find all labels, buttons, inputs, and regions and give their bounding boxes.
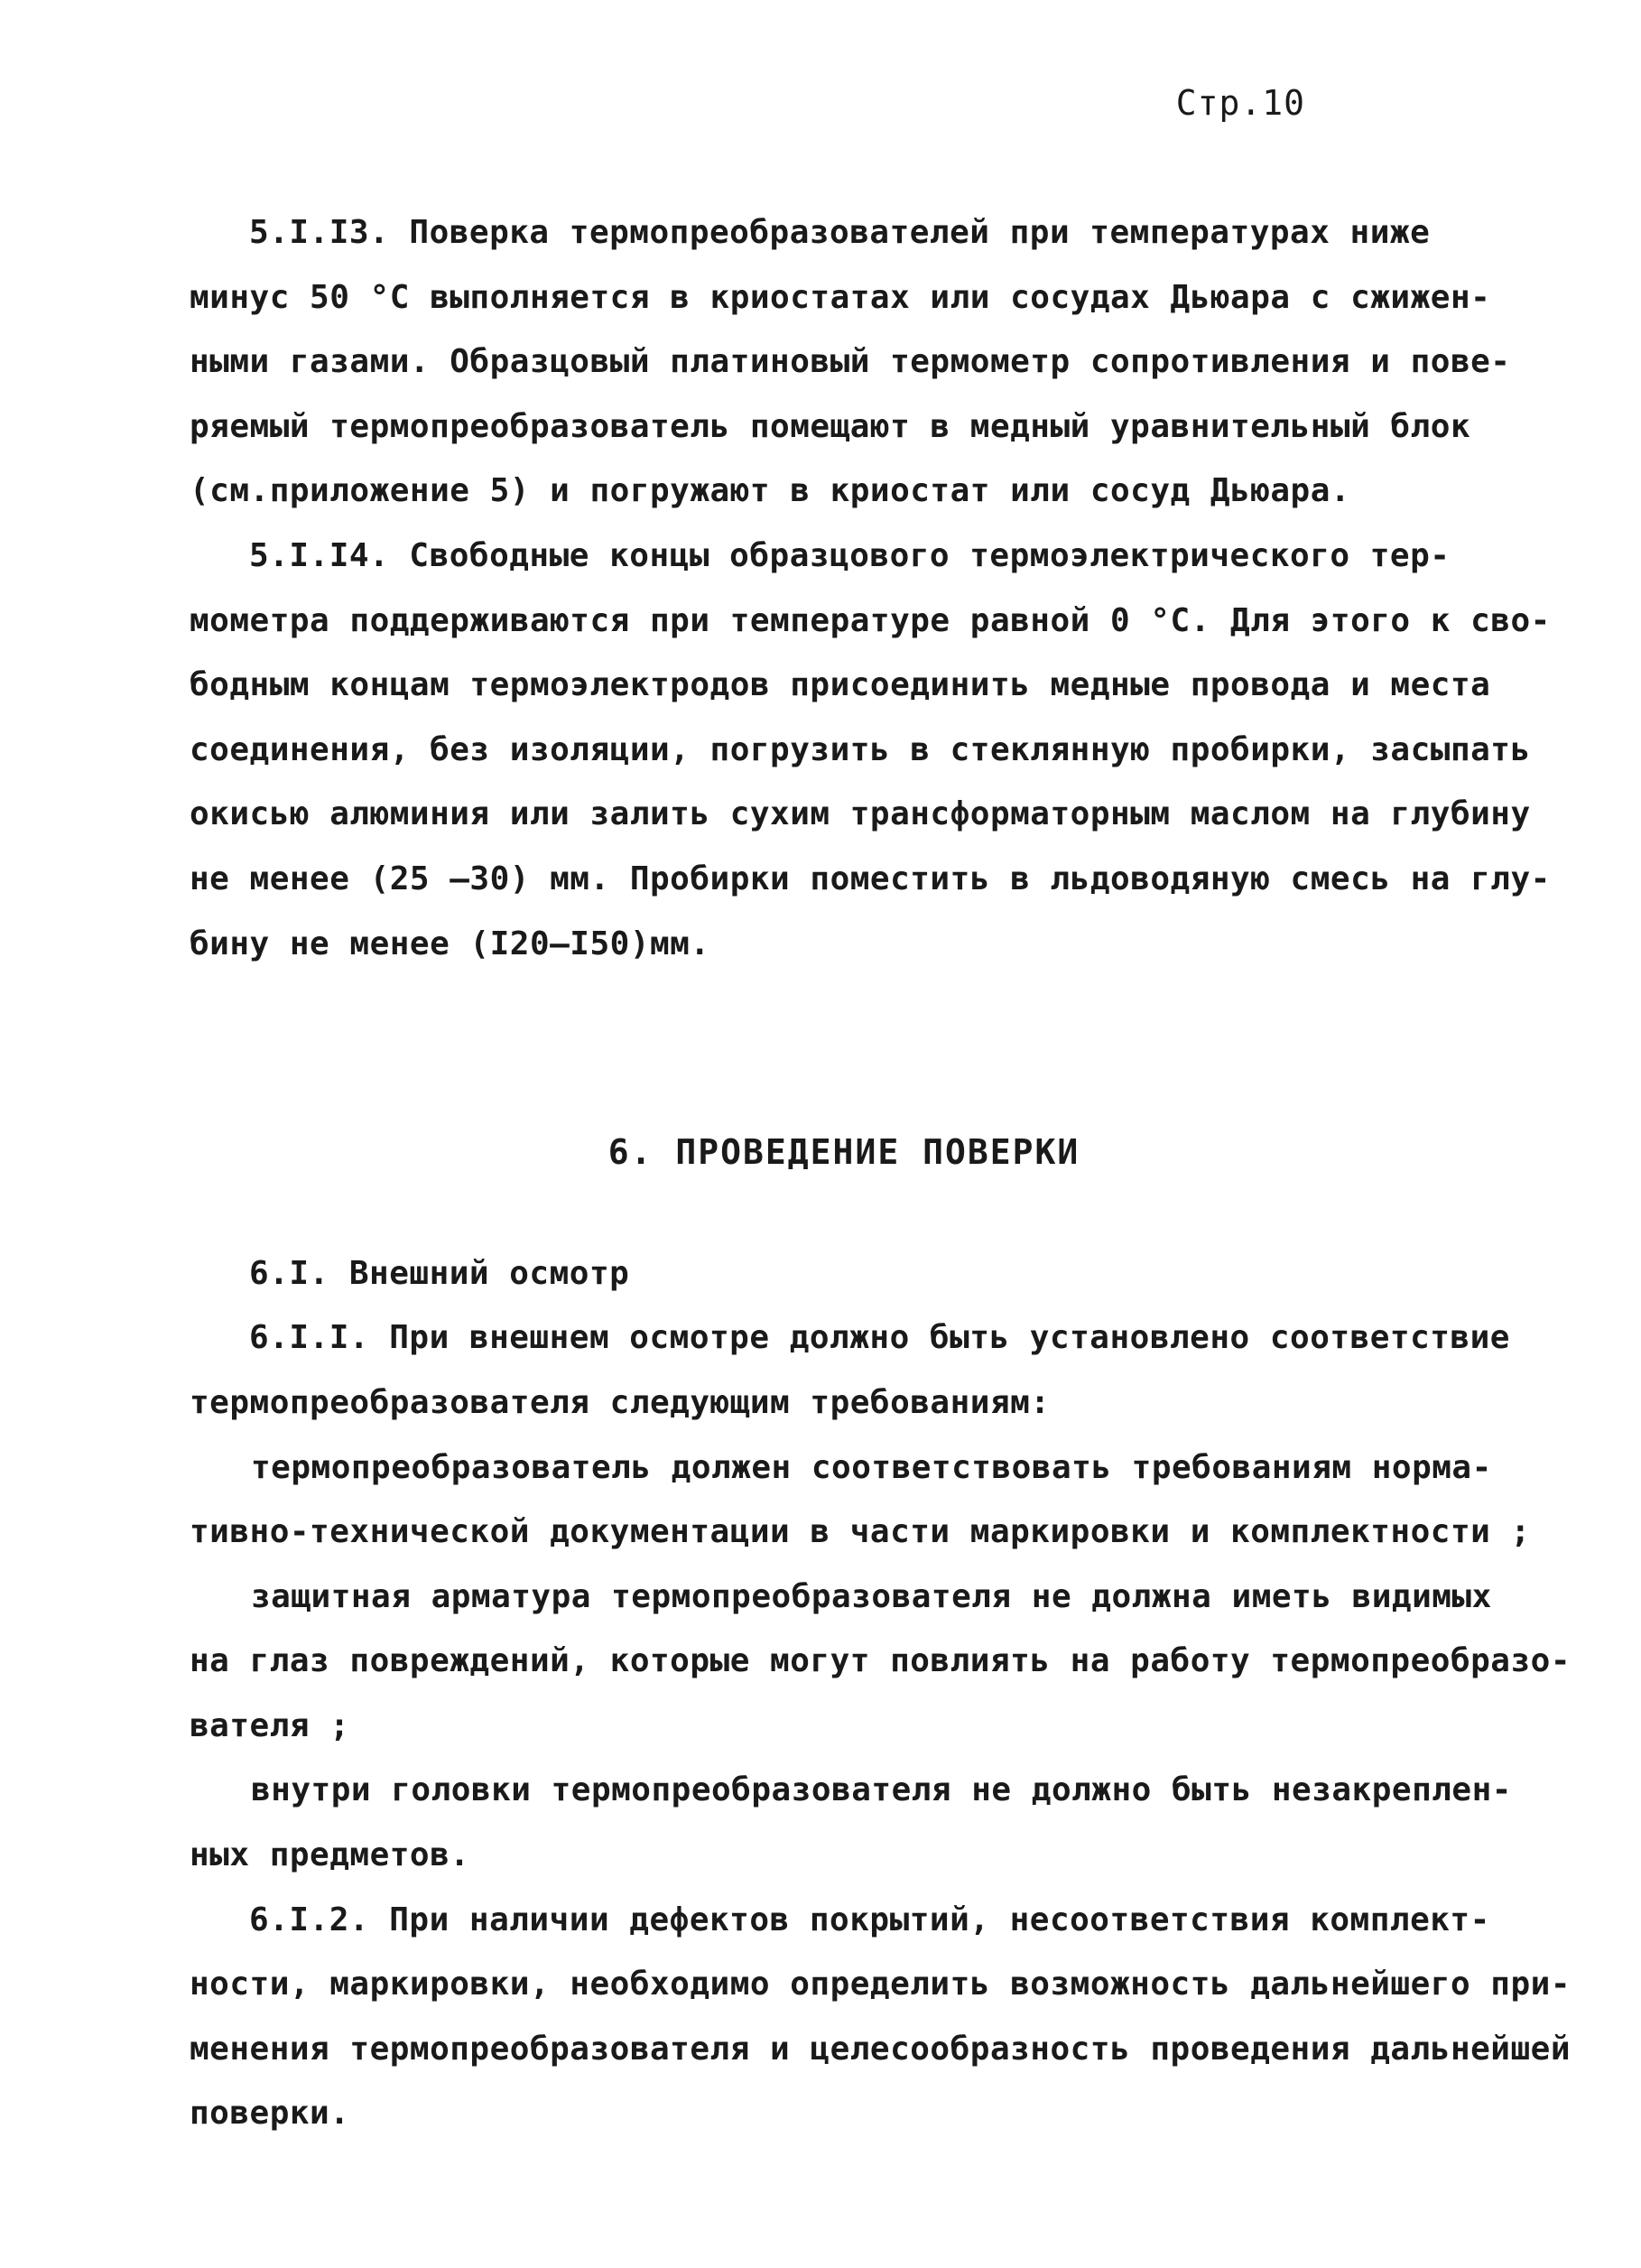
paragraph-line: 5.I.I3. Поверка термопреобразователей при температурах ниже [249, 214, 1431, 251]
paragraph-line: внутри головки термопреобразователя не должно быть незакреплен- [251, 1771, 1512, 1809]
paragraph-line: ными газами. Образцовый платиновый термометр сопротивления и пове- [190, 343, 1511, 381]
subsection-heading: 6.I. Внешний осмотр [249, 1254, 630, 1292]
paragraph-line: вателя ; [190, 1706, 350, 1744]
paragraph-line: минус 50 °С выполняется в криостатах или сосудах Дьюара с сжижен- [190, 278, 1491, 316]
paragraph-line: 5.I.I4. Свободные концы образцового термоэлектрического тер- [249, 536, 1451, 574]
requirement-item [190, 1758, 1544, 1887]
paragraph-line: ных предметов. [190, 1836, 470, 1874]
section-spacer [190, 976, 1544, 1120]
requirement-item [190, 1565, 1571, 1759]
paragraph-line: не менее (25 –30) мм. Пробирки поместить в льдоводяную смесь на глу- [190, 860, 1551, 897]
paragraph-line: 6.I.2. При наличии дефектов покрытий, несоответствия комплект- [249, 1901, 1490, 1938]
page-number: Стр.10 [1175, 83, 1305, 123]
paragraph-line: термопреобразователя следующим требованиям: [190, 1383, 1051, 1421]
paragraph-line: окисью алюминия или залить сухим трансформаторным маслом на глубину [190, 795, 1531, 833]
paragraph-6-1-1 [190, 1306, 1544, 1435]
paragraph-6-1-2 [190, 1888, 1571, 2146]
paragraph-5-1-14 [190, 524, 1551, 976]
paragraph-line: (см.приложение 5) и погружают в криостат или сосуд Дьюара. [190, 472, 1351, 510]
paragraph-line: ряемый термопреобразователь помещают в медный уравнительный блок [190, 407, 1471, 445]
section-heading: 6. ПРОВЕДЕНИЕ ПОВЕРКИ [607, 1132, 1080, 1173]
requirement-item [190, 1436, 1544, 1565]
paragraph-line: поверки. [190, 2095, 350, 2133]
paragraph-line: тивно-технической документации в части маркировки и комплектности ; [190, 1513, 1531, 1551]
paragraph-line: термопреобразователь должен соответствовать требованиям норма- [251, 1448, 1492, 1486]
document-body [190, 200, 1571, 2146]
section-spacer [190, 1185, 1544, 1241]
paragraph-line: на глаз повреждений, которые могут повлиять на работу термопреобразо- [190, 1642, 1571, 1680]
paragraph-line: ности, маркировки, необходимо определить возможность дальнейшего при- [190, 1966, 1571, 2003]
paragraph-line: соединения, без изоляции, погрузить в стеклянную пробирки, засыпать [190, 730, 1531, 768]
paragraph-line: менения термопреобразователя и целесообразность проведения дальнейшей [190, 2030, 1571, 2068]
paragraph-line: бодным концам термоэлектродов присоединить медные провода и места [190, 666, 1491, 704]
paragraph-line: мометра поддерживаются при температуре равной 0 °С. Для этого к сво- [190, 601, 1551, 639]
paragraph-line: 6.I.I. При внешнем осмотре должно быть установлено соответствие [249, 1319, 1510, 1357]
paragraph-line: защитная арматура термопреобразователя не должна иметь видимых [251, 1577, 1492, 1615]
paragraph-5-1-13 [190, 200, 1544, 524]
paragraph-line: бину не менее (I20–I50)мм. [190, 925, 710, 962]
